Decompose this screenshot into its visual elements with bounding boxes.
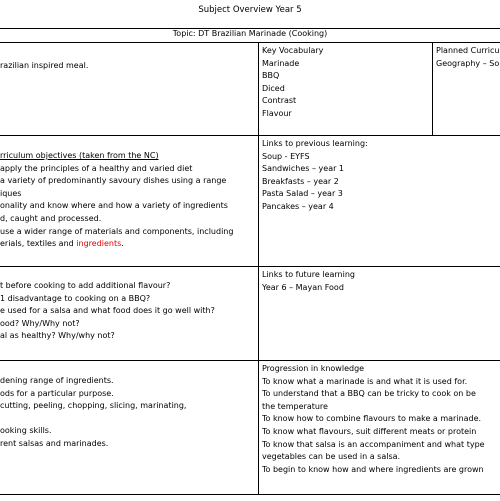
vocab-item: Contrast [262,96,297,106]
skill-line: cutting, peeling, chopping, slicing, marinating, [0,401,187,411]
skill-line [0,413,256,426]
key-questions-cell [0,280,256,343]
previous-item: Pancakes – year 4 [262,201,334,211]
skill-line: rent salsas and marinades. [0,438,109,448]
question-line: ood? Why/Why not? [0,318,80,328]
skills-cell [0,375,256,451]
progression-item: To know what a marinade is and what it is used for. [262,376,468,386]
objective-line: iques [0,188,22,198]
links-future-cell [262,269,498,294]
question-line: 1 disadvantage to cooking on a BBQ? [0,293,151,303]
progression-item: To understand that a BBQ can be tricky to cook on be [262,389,476,399]
table-column-divider-right [432,43,433,135]
objective-line: a variety of predominantly savoury dishes using a range [0,176,227,186]
key-vocabulary-cell [262,45,430,121]
topic-heading: Topic: DT Brazilian Marinade (Cooking) [172,29,328,38]
objective-line: d, caught and processed. [0,213,102,223]
progression-heading: Progression in knowledge [262,364,365,373]
objective-line: apply the principles of a healthy and varied diet [0,163,193,173]
intent-cell [0,60,256,73]
previous-item: Pasta Salad – year 3 [262,189,343,199]
progression-item: To know what flavours, suit different meats or protein [262,426,477,436]
table-border-bottom [0,494,500,495]
future-item: Year 6 – Mayan Food [262,282,344,292]
question-line: t before cooking to add additional flavour? [0,281,171,290]
progression-item: the temperature [262,401,328,411]
previous-item: Soup - EYFS [262,151,310,161]
vocab-item: BBQ [262,71,280,81]
progression-item: To begin to know how and where ingredients are grown [262,464,484,474]
links-future-heading: Links to future learning [262,270,355,279]
vocab-item: Flavour [262,108,292,118]
key-vocabulary-heading: Key Vocabulary [262,46,324,55]
ingredients-highlight: ingredients [76,239,122,249]
curriculum-objectives-heading: rriculum objectives (taken from the NC) [0,151,159,160]
links-previous-cell [262,138,498,214]
planned-item: Geography – So [436,58,500,68]
skill-line: ods for a particular purpose. [0,388,114,398]
table-divider-row2 [0,266,500,267]
progression-item: To know that salsa is an accompaniment and what type [262,439,485,449]
objective-line: use a wider range of materials and components, including [0,226,234,236]
page-title: Subject Overview Year 5 [198,5,302,15]
table-divider-row1 [0,135,500,136]
planned-curriculum-cell [436,45,500,70]
table-divider-row3 [0,360,500,361]
skill-line: dening range of ingredients. [0,376,114,385]
vocab-item: Diced [262,83,285,93]
objective-line: onality and know where and how a variety of ingredients [0,201,228,211]
intent-text: razilian inspired meal. [0,61,89,70]
links-previous-heading: Links to previous learning: [262,139,368,148]
curriculum-objectives-cell [0,150,256,251]
progression-knowledge-cell [262,363,500,476]
objective-line-last [0,238,256,251]
planned-curriculum-heading: Planned Curricu [436,46,500,55]
table-column-divider [258,43,259,494]
objective-end: . [121,239,124,249]
vocab-item: Marinade [262,58,300,68]
previous-item: Sandwiches – year 1 [262,164,345,174]
objective-text: erials, textiles and [0,239,77,249]
progression-item: vegetables can be used in a salsa. [262,452,401,462]
question-line: al as healthy? Why/why not? [0,331,115,341]
question-line: e used for a salsa and what food does it go well with? [0,306,215,316]
skill-line: ooking skills. [0,426,52,436]
progression-item: To know how to combine flavours to make a marinade. [262,414,482,424]
table-divider-topic [0,42,500,43]
previous-item: Breakfasts – year 2 [262,176,339,186]
